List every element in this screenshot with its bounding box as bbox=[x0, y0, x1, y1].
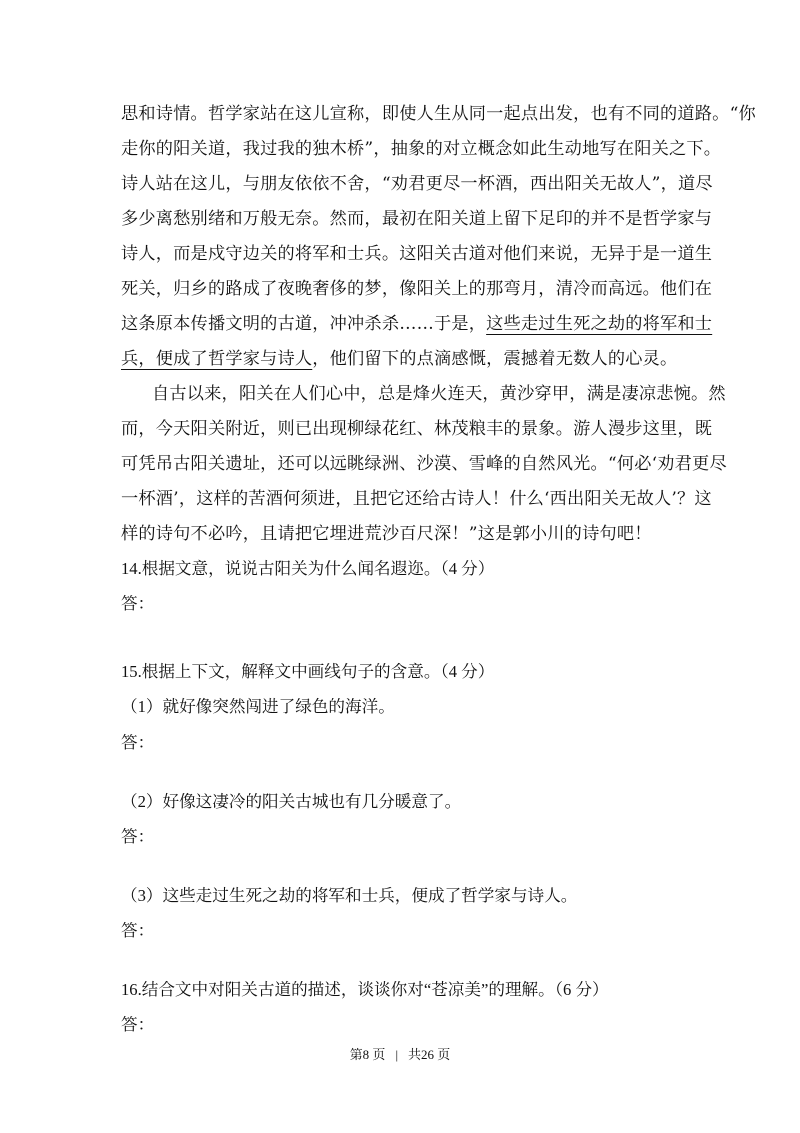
passage-line: 思和诗情。哲学家站在这儿宣称，即使人生从同一起点出发，也有不同的道路。“你 bbox=[121, 104, 756, 124]
passage-line: 自古以来，阳关在人们心中，总是烽火连天，黄沙穿甲，满是凄凉悲惋。然 bbox=[152, 384, 726, 404]
question-15-1: （1）就好像突然闯进了绿色的海洋。 bbox=[121, 697, 395, 716]
passage-line: 多少离愁别绪和万般无奈。然而，最初在阳关道上留下足印的并不是哲学家与 bbox=[121, 209, 713, 229]
question-15: 15.根据上下文，解释文中画线句子的含意。（4 分） bbox=[121, 662, 495, 681]
question-15-2: （2）好像这凄冷的阳关古城也有几分暖意了。 bbox=[121, 792, 462, 811]
total-pages: 共26 页 bbox=[408, 1047, 451, 1062]
page-number: 第8 页 bbox=[349, 1047, 386, 1062]
passage-line: 而，今天阳关附近，则已出现柳绿花红、林茂粮丰的景象。游人漫步这里，既 bbox=[121, 419, 713, 439]
passage-line: 死关，归乡的路成了夜晚奢侈的梦，像阳关上的那弯月，清冷而高远。他们在 bbox=[121, 279, 713, 299]
passage-line: 可凭吊古阳关遗址，还可以远眺绿洲、沙漠、雪峰的自然风光。“何必‘劝君更尽 bbox=[121, 454, 727, 474]
passage-line bbox=[121, 347, 677, 371]
passage-line: 走你的阳关道，我过我的独木桥”，抽象的对立概念如此生动地写在阳关之下。 bbox=[121, 139, 722, 159]
passage-line bbox=[121, 312, 712, 336]
question-15-3: （3）这些走过生死之劫的将军和士兵，便成了哲学家与诗人。 bbox=[121, 886, 578, 905]
question-14: 14.根据文意，说说古阳关为什么闻名遐迩。（4 分） bbox=[121, 559, 495, 578]
underlined-sentence: 这些走过生死之劫的将军和士 bbox=[486, 314, 713, 334]
answer-label: 答： bbox=[121, 594, 155, 613]
underlined-sentence: 兵，便成了哲学家与诗人 bbox=[121, 349, 313, 369]
passage-text: ，他们留下的点滴感慨，震撼着无数人的心灵。 bbox=[312, 349, 678, 369]
answer-label: 答： bbox=[121, 827, 155, 846]
answer-label: 答： bbox=[121, 921, 155, 940]
page-footer bbox=[0, 1046, 800, 1064]
answer-label: 答： bbox=[121, 1015, 155, 1034]
footer-separator: | bbox=[395, 1047, 399, 1062]
question-16: 16.结合文中对阳关古道的描述，谈谈你对“苍凉美”的理解。（6 分） bbox=[121, 980, 609, 999]
passage-line: 诗人，而是戍守边关的将军和士兵。这阳关古道对他们来说，无异于是一道生 bbox=[121, 244, 713, 264]
answer-label: 答： bbox=[121, 733, 155, 752]
passage-text: 这条原本传播文明的古道，冲冲杀杀……于是， bbox=[121, 314, 487, 334]
passage-line: 一杯酒’，这样的苦酒何须进，且把它还给古诗人！什么‘西出阳关无故人’？这 bbox=[121, 489, 712, 509]
passage-line: 诗人站在这儿，与朋友依依不舍，“劝君更尽一杯酒，西出阳关无故人”，道尽 bbox=[121, 174, 713, 194]
passage-line: 样的诗句不必吟，且请把它埋进荒沙百尺深！”这是郭小川的诗句吧！ bbox=[121, 524, 652, 544]
